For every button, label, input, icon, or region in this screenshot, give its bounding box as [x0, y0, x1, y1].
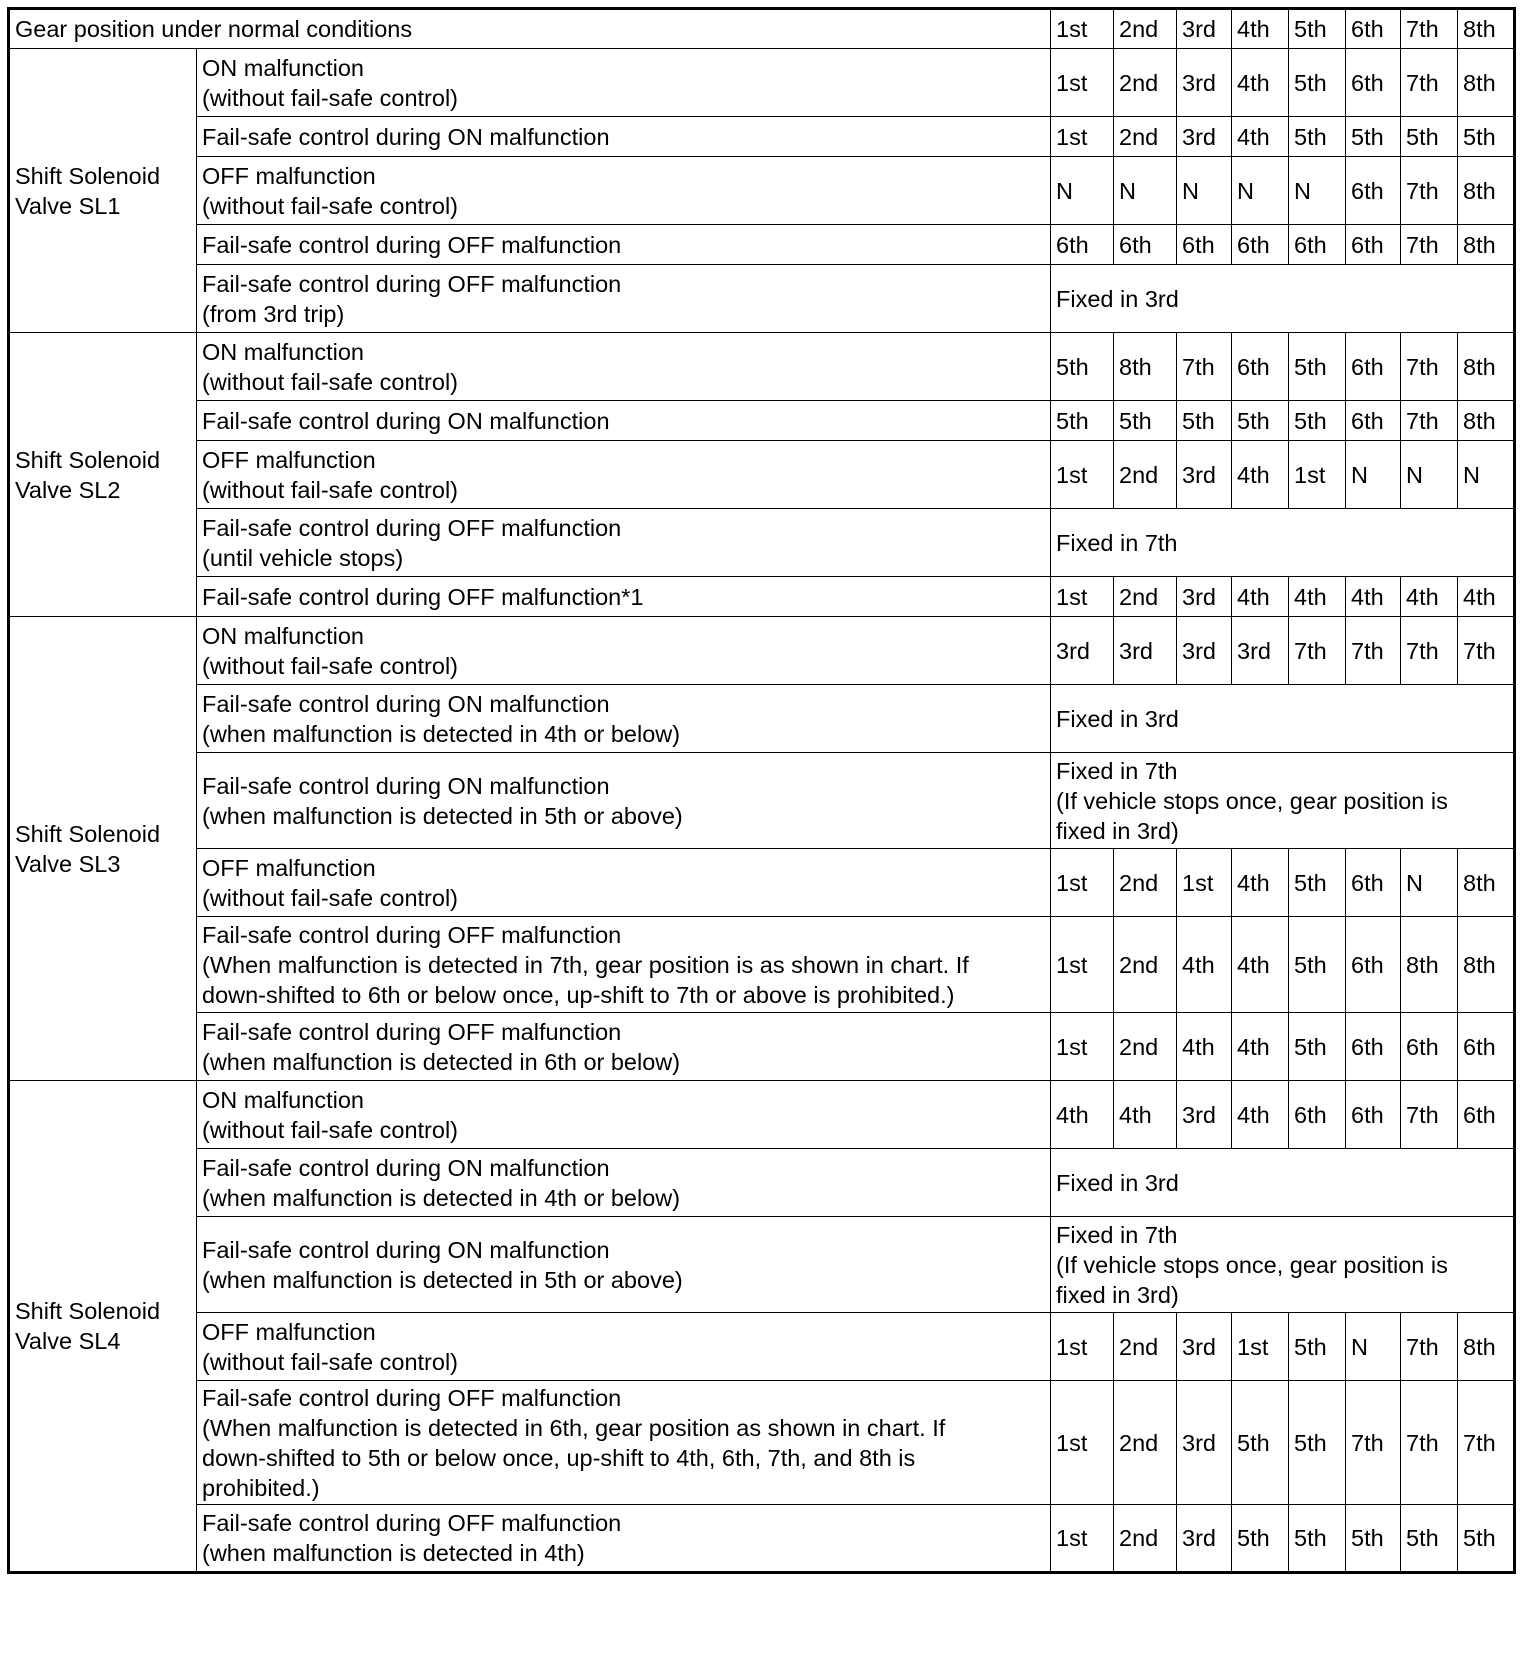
table-row [9, 1313, 1515, 1381]
table-row [9, 849, 1515, 917]
gear-value-cell: 1st [1051, 1313, 1114, 1381]
gear-value-cell: 5th [1346, 117, 1401, 157]
table-row [9, 401, 1515, 441]
gear-value-cell: 2nd [1114, 49, 1177, 117]
table-row [9, 117, 1515, 157]
condition-cell-line: prohibited.) [202, 1474, 320, 1501]
gear-value-cell: 8th [1401, 917, 1458, 1013]
gear-value-cell: 4th [1232, 49, 1289, 117]
gear-value-cell: 5th [1289, 1313, 1346, 1381]
gear-value-cell: 4th [1232, 917, 1289, 1013]
fixed-gear-cell-line: fixed in 3rd) [1056, 1281, 1179, 1308]
table-row [9, 1081, 1515, 1149]
fixed-gear-cell [1051, 685, 1515, 753]
gear-value-cell: 6th [1177, 225, 1232, 265]
gear-value-cell: 4th [1232, 1081, 1289, 1149]
gear-value-cell: 8th [1458, 917, 1515, 1013]
valve-name-line: Valve SL4 [15, 1328, 121, 1354]
condition-cell-line: Fail-safe control during OFF malfunction [202, 270, 622, 297]
condition-cell [197, 1081, 1051, 1149]
fixed-gear-cell [1051, 1149, 1515, 1217]
condition-cell-line: Fail-safe control during OFF malfunction [202, 1510, 622, 1536]
gear-value-cell: 2nd [1114, 117, 1177, 157]
gear-value-cell: 8th [1458, 1313, 1515, 1381]
condition-cell-line: (from 3rd trip) [202, 300, 345, 327]
condition-cell-line: ON malfunction [202, 622, 364, 649]
valve-name [9, 333, 197, 617]
table-row [9, 577, 1515, 617]
gear-value-cell: 3rd [1177, 1081, 1232, 1149]
gear-value-cell: 8th [1458, 225, 1515, 265]
gear-position-table-sheet [7, 7, 1513, 1671]
condition-cell-line: (without fail-safe control) [202, 652, 458, 679]
gear-value-cell: 7th [1401, 1313, 1458, 1381]
table-row [9, 753, 1515, 849]
gear-value-cell: 7th [1401, 401, 1458, 441]
gear-value-cell: 5th [1401, 117, 1458, 157]
condition-cell [197, 333, 1051, 401]
gear-value-cell: 3rd [1114, 617, 1177, 685]
condition-cell [197, 509, 1051, 577]
fixed-gear-cell-line: (If vehicle stops once, gear position is [1056, 787, 1448, 814]
gear-header-3: 3rd [1177, 9, 1232, 49]
fixed-gear-cell-line: fixed in 3rd) [1056, 817, 1179, 844]
fixed-gear-cell-line: Fixed in 3rd [1056, 705, 1179, 732]
condition-cell [197, 401, 1051, 441]
gear-value-cell: 6th [1346, 333, 1401, 401]
gear-value-cell: 6th [1346, 49, 1401, 117]
condition-cell [197, 49, 1051, 117]
condition-cell-line: (without fail-safe control) [202, 368, 458, 395]
gear-value-cell: 2nd [1114, 917, 1177, 1013]
gear-value-cell: 1st [1051, 917, 1114, 1013]
gear-value-cell: 1st [1051, 441, 1114, 509]
valve-name-line: Valve SL1 [15, 192, 121, 219]
gear-value-cell: 7th [1401, 225, 1458, 265]
gear-value-cell: 5th [1289, 401, 1346, 441]
fixed-gear-cell [1051, 1217, 1515, 1313]
condition-cell-line: (without fail-safe control) [202, 1348, 458, 1375]
valve-name [9, 49, 197, 333]
table-row [9, 265, 1515, 333]
fixed-gear-cell [1051, 753, 1515, 849]
table-row [9, 685, 1515, 753]
condition-cell [197, 1013, 1051, 1081]
gear-value-cell: 2nd [1114, 577, 1177, 617]
gear-value-cell: 2nd [1114, 849, 1177, 917]
gear-value-cell: 6th [1232, 333, 1289, 401]
gear-value-cell: N [1458, 441, 1515, 509]
fixed-gear-cell [1051, 509, 1515, 577]
gear-value-cell: N [1177, 157, 1232, 225]
gear-value-cell: 6th [1458, 1081, 1515, 1149]
gear-value-cell: 5th [1232, 1505, 1289, 1573]
condition-cell-line: (without fail-safe control) [202, 1116, 458, 1143]
condition-cell-line: Fail-safe control during OFF malfunction [202, 921, 622, 948]
gear-value-cell: 6th [1346, 157, 1401, 225]
fixed-gear-cell-line: Fixed in 3rd [1056, 285, 1179, 312]
gear-value-cell: 4th [1346, 577, 1401, 617]
gear-value-cell: N [1114, 157, 1177, 225]
condition-cell [197, 265, 1051, 333]
valve-name-line: Valve SL2 [15, 476, 121, 503]
condition-cell [197, 685, 1051, 753]
gear-value-cell: 7th [1401, 333, 1458, 401]
condition-cell [197, 225, 1051, 265]
condition-cell-line: Fail-safe control during OFF malfunction [202, 514, 622, 541]
gear-value-cell: 8th [1458, 849, 1515, 917]
gear-value-cell: N [1346, 1313, 1401, 1381]
condition-cell [197, 1217, 1051, 1313]
gear-value-cell: 5th [1458, 117, 1515, 157]
gear-value-cell: 4th [1232, 117, 1289, 157]
table-row [9, 441, 1515, 509]
condition-cell [197, 1505, 1051, 1573]
condition-cell-line: ON malfunction [202, 1086, 364, 1113]
condition-cell [197, 753, 1051, 849]
gear-value-cell: 3rd [1177, 1505, 1232, 1573]
gear-value-cell: 6th [1289, 1081, 1346, 1149]
gear-value-cell: N [1346, 441, 1401, 509]
valve-name-line: Shift Solenoid [15, 446, 161, 473]
header-row [9, 9, 1515, 49]
condition-cell [197, 1313, 1051, 1381]
condition-cell-line: (when malfunction is detected in 5th or above) [202, 1266, 683, 1293]
gear-value-cell: 4th [1232, 849, 1289, 917]
condition-cell-line: (When malfunction is detected in 6th, gear position as shown in chart. If [202, 1414, 946, 1441]
table-row [9, 49, 1515, 117]
condition-cell-line: (when malfunction is detected in 5th or above) [202, 802, 683, 829]
gear-value-cell: 5th [1458, 1505, 1515, 1573]
valve-name-line: Valve SL3 [15, 850, 121, 877]
condition-cell-line: (when malfunction is detected in 6th or below) [202, 1048, 681, 1075]
gear-value-cell: 5th [1177, 401, 1232, 441]
table-row [9, 333, 1515, 401]
table-row [9, 225, 1515, 265]
gear-value-cell: 5th [1232, 401, 1289, 441]
table-row [9, 1149, 1515, 1217]
condition-cell-line: OFF malfunction [202, 1318, 376, 1345]
gear-value-cell: 4th [1232, 1013, 1289, 1081]
gear-value-cell: N [1232, 157, 1289, 225]
gear-value-cell: 5th [1289, 849, 1346, 917]
condition-cell-line: (without fail-safe control) [202, 84, 458, 111]
condition-cell-line: Fail-safe control during ON malfunction [202, 1154, 610, 1181]
condition-cell-line: (when malfunction is detected in 4th or below) [202, 1184, 681, 1211]
gear-header-8: 8th [1458, 9, 1515, 49]
gear-value-cell: 4th [1177, 917, 1232, 1013]
condition-cell-line: (when malfunction is detected in 4th or below) [202, 720, 681, 747]
gear-value-cell: 6th [1232, 225, 1289, 265]
gear-value-cell: N [1051, 157, 1114, 225]
gear-value-cell: 5th [1289, 1013, 1346, 1081]
fixed-gear-cell-line: Fixed in 7th [1056, 529, 1178, 556]
condition-cell [197, 441, 1051, 509]
table-row [9, 1013, 1515, 1081]
gear-value-cell: 5th [1289, 117, 1346, 157]
gear-value-cell: 6th [1289, 225, 1346, 265]
condition-cell-line: Fail-safe control during ON malfunction [202, 1236, 610, 1263]
valve-name-line: Shift Solenoid [15, 820, 161, 847]
fixed-gear-cell-line: Fixed in 7th [1056, 1221, 1178, 1248]
gear-value-cell: 2nd [1114, 1313, 1177, 1381]
gear-value-cell: 3rd [1177, 49, 1232, 117]
gear-value-cell: 6th [1458, 1013, 1515, 1081]
gear-value-cell: 7th [1458, 1381, 1515, 1505]
gear-value-cell: 7th [1401, 1381, 1458, 1505]
gear-header-5: 5th [1289, 9, 1346, 49]
gear-value-cell: 6th [1346, 225, 1401, 265]
gear-value-cell: 1st [1051, 1505, 1114, 1573]
gear-value-cell: N [1289, 157, 1346, 225]
gear-value-cell: 5th [1289, 333, 1346, 401]
gear-value-cell: 7th [1177, 333, 1232, 401]
gear-value-cell: 4th [1232, 441, 1289, 509]
gear-value-cell: 1st [1051, 1381, 1114, 1505]
gear-header-6: 6th [1346, 9, 1401, 49]
gear-header-2: 2nd [1114, 9, 1177, 49]
condition-cell-line: down-shifted to 5th or below once, up-shift to 4th, 6th, 7th, and 8th is [202, 1444, 916, 1471]
gear-value-cell: 6th [1346, 401, 1401, 441]
gear-value-cell: 1st [1051, 577, 1114, 617]
gear-value-cell: 8th [1114, 333, 1177, 401]
gear-value-cell: 5th [1051, 333, 1114, 401]
gear-value-cell: 6th [1114, 225, 1177, 265]
gear-value-cell: 4th [1177, 1013, 1232, 1081]
table-row [9, 617, 1515, 685]
gear-header-7: 7th [1401, 9, 1458, 49]
gear-value-cell: 4th [1232, 577, 1289, 617]
condition-cell-line: OFF malfunction [202, 446, 376, 473]
condition-cell-line: (without fail-safe control) [202, 476, 458, 503]
gear-value-cell: 5th [1289, 49, 1346, 117]
gear-value-cell: 3rd [1177, 1381, 1232, 1505]
gear-value-cell: 6th [1346, 849, 1401, 917]
condition-cell-line: Fail-safe control during OFF malfunction [202, 231, 622, 258]
gear-value-cell: N [1401, 849, 1458, 917]
gear-value-cell: 2nd [1114, 1013, 1177, 1081]
condition-cell-line: Fail-safe control during OFF malfunction [202, 1018, 622, 1045]
gear-value-cell: 7th [1289, 617, 1346, 685]
table-row [9, 509, 1515, 577]
valve-name [9, 617, 197, 1081]
condition-cell [197, 617, 1051, 685]
condition-cell-line: (when malfunction is detected in 4th) [202, 1540, 585, 1566]
gear-value-cell: 3rd [1177, 441, 1232, 509]
gear-position-table [7, 7, 1516, 1574]
gear-value-cell: 7th [1346, 617, 1401, 685]
fixed-gear-cell [1051, 265, 1515, 333]
gear-value-cell: 6th [1401, 1013, 1458, 1081]
gear-value-cell: N [1401, 441, 1458, 509]
table-row [9, 1505, 1515, 1573]
condition-cell-line: (without fail-safe control) [202, 192, 458, 219]
gear-value-cell: 5th [1289, 1505, 1346, 1573]
condition-cell-line: ON malfunction [202, 338, 364, 365]
condition-cell-line: Fail-safe control during ON malfunction [202, 123, 610, 150]
gear-header-1: 1st [1051, 9, 1114, 49]
gear-value-cell: 3rd [1177, 117, 1232, 157]
condition-cell [197, 1149, 1051, 1217]
gear-value-cell: 2nd [1114, 1381, 1177, 1505]
condition-cell [197, 1381, 1051, 1505]
gear-value-cell: 4th [1051, 1081, 1114, 1149]
gear-value-cell: 3rd [1232, 617, 1289, 685]
gear-value-cell: 4th [1114, 1081, 1177, 1149]
gear-value-cell: 7th [1401, 49, 1458, 117]
gear-value-cell: 4th [1458, 577, 1515, 617]
condition-cell [197, 577, 1051, 617]
gear-value-cell: 5th [1401, 1505, 1458, 1573]
condition-cell-line: (without fail-safe control) [202, 884, 458, 911]
condition-cell-line: Fail-safe control during ON malfunction [202, 407, 610, 434]
gear-value-cell: 1st [1051, 1013, 1114, 1081]
gear-value-cell: 1st [1232, 1313, 1289, 1381]
condition-cell [197, 849, 1051, 917]
condition-cell-line: OFF malfunction [202, 854, 376, 881]
gear-value-cell: 3rd [1177, 577, 1232, 617]
gear-value-cell: 4th [1401, 577, 1458, 617]
gear-value-cell: 5th [1289, 917, 1346, 1013]
condition-cell [197, 917, 1051, 1013]
table-body [9, 9, 1515, 1573]
gear-value-cell: 1st [1051, 49, 1114, 117]
condition-cell-line: Fail-safe control during OFF malfunction [202, 1384, 622, 1411]
condition-cell-line: ON malfunction [202, 54, 364, 81]
condition-cell-line: (until vehicle stops) [202, 544, 404, 571]
gear-value-cell: 5th [1346, 1505, 1401, 1573]
gear-value-cell: 3rd [1051, 617, 1114, 685]
condition-cell-line: down-shifted to 6th or below once, up-shift to 7th or above is prohibited.) [202, 981, 955, 1008]
condition-cell-line: Fail-safe control during ON malfunction [202, 772, 610, 799]
gear-value-cell: 3rd [1177, 1313, 1232, 1381]
gear-value-cell: 8th [1458, 401, 1515, 441]
gear-value-cell: 7th [1401, 617, 1458, 685]
condition-cell [197, 117, 1051, 157]
table-row [9, 917, 1515, 1013]
gear-value-cell: 1st [1051, 117, 1114, 157]
gear-value-cell: 1st [1289, 441, 1346, 509]
table-row [9, 157, 1515, 225]
gear-value-cell: 5th [1232, 1381, 1289, 1505]
gear-value-cell: 8th [1458, 49, 1515, 117]
valve-name-line: Shift Solenoid [15, 162, 161, 189]
gear-value-cell: 5th [1051, 401, 1114, 441]
fixed-gear-cell-line: Fixed in 3rd [1056, 1169, 1179, 1196]
gear-value-cell: 2nd [1114, 441, 1177, 509]
condition-cell-line: OFF malfunction [202, 162, 376, 189]
gear-value-cell: 3rd [1177, 617, 1232, 685]
gear-value-cell: 1st [1177, 849, 1232, 917]
gear-value-cell: 1st [1051, 849, 1114, 917]
header-label: Gear position under normal conditions [9, 9, 1051, 49]
gear-value-cell: 6th [1346, 1013, 1401, 1081]
gear-value-cell: 4th [1289, 577, 1346, 617]
condition-cell-line: Fail-safe control during ON malfunction [202, 690, 610, 717]
condition-cell [197, 157, 1051, 225]
gear-header-4: 4th [1232, 9, 1289, 49]
gear-value-cell: 6th [1346, 1081, 1401, 1149]
gear-value-cell: 7th [1458, 617, 1515, 685]
gear-value-cell: 2nd [1114, 1505, 1177, 1573]
gear-value-cell: 7th [1401, 157, 1458, 225]
fixed-gear-cell-line: Fixed in 7th [1056, 757, 1178, 784]
condition-cell-line: Fail-safe control during OFF malfunction*1 [202, 583, 644, 610]
fixed-gear-cell-line: (If vehicle stops once, gear position is [1056, 1251, 1448, 1278]
gear-value-cell: 8th [1458, 157, 1515, 225]
valve-name [9, 1081, 197, 1573]
gear-value-cell: 5th [1289, 1381, 1346, 1505]
table-row [9, 1381, 1515, 1505]
gear-value-cell: 7th [1401, 1081, 1458, 1149]
gear-value-cell: 8th [1458, 333, 1515, 401]
gear-value-cell: 6th [1346, 917, 1401, 1013]
gear-value-cell: 7th [1346, 1381, 1401, 1505]
table-row [9, 1217, 1515, 1313]
gear-value-cell: 5th [1114, 401, 1177, 441]
valve-name-line: Shift Solenoid [15, 1298, 161, 1324]
condition-cell-line: (When malfunction is detected in 7th, gear position is as shown in chart. If [202, 951, 969, 978]
gear-value-cell: 6th [1051, 225, 1114, 265]
